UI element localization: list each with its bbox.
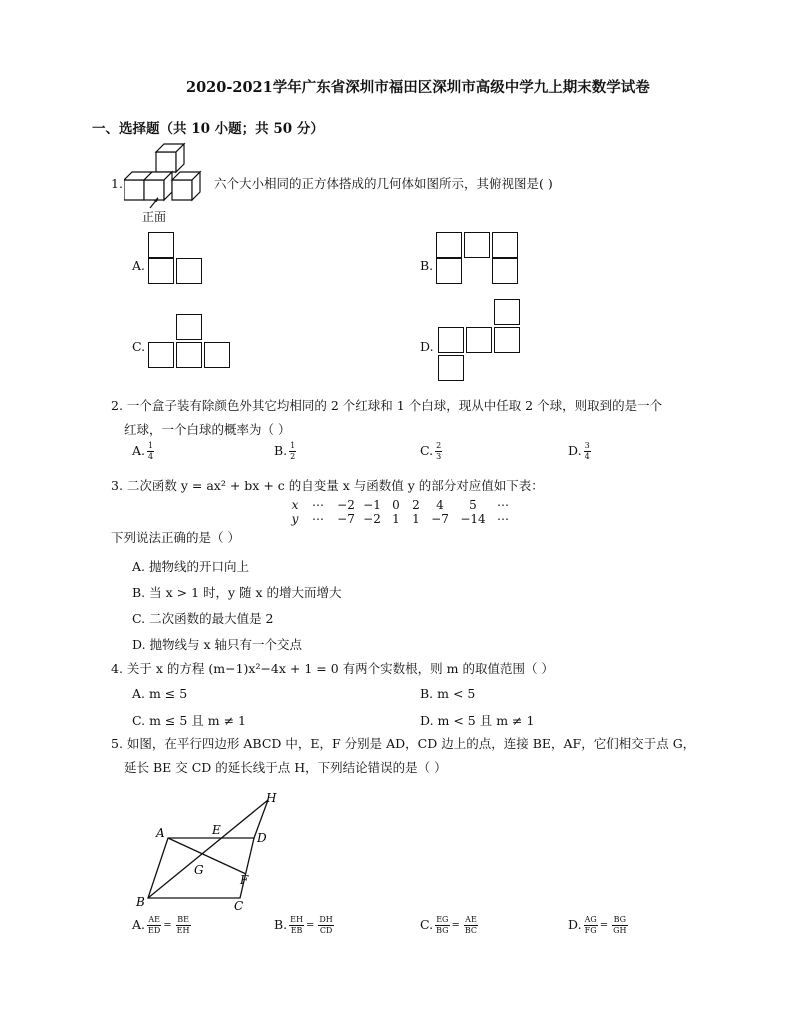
q3-option-a: A. 抛物线的开口向上 — [132, 559, 249, 574]
q1-text: 六个大小相同的正方体搭成的几何体如图所示，其俯视图是( ) — [214, 176, 553, 191]
q3-option-b: B. 当 x > 1 时，y 随 x 的增大而增大 — [132, 585, 342, 600]
q4-text: 4. 关于 x 的方程 (m−1)x²−4x + 1 = 0 有两个实数根，则 m 的取值范围（ ） — [111, 661, 554, 676]
q2-line1: 2. 一个盒子装有除颜色外其它均相同的 2 个红球和 1 个白球，现从中任取 2 个球，则取到的是一个 — [111, 398, 663, 413]
table-x-cell: ⋯ — [312, 498, 324, 512]
label-b: B — [136, 895, 145, 909]
q2-option-b: B. $\frac{1}{2}$ — [274, 441, 296, 461]
table-x-cell: 4 — [436, 498, 444, 512]
label-g: G — [194, 863, 204, 877]
q1-number: 1. — [111, 176, 123, 191]
table-y-cell: ⋯ — [497, 512, 509, 526]
q5-option-b: B. $\frac{EH}{EB}$ = $\frac{DH}{CD}$ — [274, 915, 333, 935]
table-x-cell: −1 — [363, 498, 381, 512]
page-title: 2020-2021学年广东省深圳市福田区深圳市高级中学九上期末数学试卷 — [186, 79, 650, 96]
q2-option-a: A. $\frac{1}{4}$ — [132, 441, 154, 461]
table-x-label: x — [291, 498, 299, 512]
q4-option-c: C. m ≤ 5 且 m ≠ 1 — [132, 713, 246, 728]
q4-option-b: B. m < 5 — [420, 686, 476, 701]
table-x-cell: 2 — [412, 498, 420, 512]
q5-parallelogram-figure — [130, 788, 290, 914]
q1-option-b-label: B. — [420, 258, 434, 273]
table-y-cell: −14 — [460, 512, 486, 526]
label-c: C — [234, 899, 244, 913]
label-a: A — [156, 826, 165, 840]
table-y-cell: 1 — [412, 512, 420, 526]
q5-option-d: D. $\frac{AG}{FG}$ = $\frac{BG}{GH}$ — [568, 915, 627, 935]
q4-option-d: D. m < 5 且 m ≠ 1 — [420, 713, 535, 728]
table-y-cell: 1 — [392, 512, 400, 526]
table-y-cell: −2 — [363, 512, 381, 526]
table-x-cell: 0 — [392, 498, 400, 512]
table-y-label: y — [291, 512, 299, 526]
label-h: H — [266, 791, 277, 805]
q5-option-c: C. $\frac{EG}{BG}$ = $\frac{AE}{BC}$ — [420, 915, 478, 935]
table-y-cell: ⋯ — [312, 512, 324, 526]
q3-line1: 3. 二次函数 y = ax² + bx + c 的自变量 x 与函数值 y 的部分对应值如下表： — [111, 478, 544, 493]
q1-cube-figure — [124, 140, 214, 228]
q3-option-d: D. 抛物线与 x 轴只有一个交点 — [132, 637, 303, 652]
q5-line2: 延长 BE 交 CD 的延长线于点 H，下列结论错误的是（ ） — [124, 760, 447, 775]
q5-line1: 5. 如图，在平行四边形 ABCD 中，E，F 分别是 AD，CD 边上的点，连接 BE，AF，它们相交于点 G， — [111, 736, 696, 751]
q1-option-a-label: A. — [132, 258, 146, 273]
label-f: F — [240, 873, 249, 887]
q4-option-a: A. m ≤ 5 — [132, 686, 188, 701]
q5-option-a: A. $\frac{AE}{ED}$ = $\frac{BE}{EH}$ — [132, 915, 190, 935]
table-x-cell: ⋯ — [497, 498, 509, 512]
q3-option-c: C. 二次函数的最大值是 2 — [132, 611, 274, 626]
table-y-cell: −7 — [431, 512, 449, 526]
q2-option-d: D. $\frac{3}{4}$ — [568, 441, 590, 461]
q1-front-label: 正面 — [142, 210, 167, 224]
table-y-cell: −7 — [337, 512, 355, 526]
section-heading: 一、选择题（共 10 小题；共 50 分） — [92, 121, 324, 137]
label-d: D — [257, 831, 267, 845]
q1-option-d-label: D. — [420, 339, 434, 354]
q2-line2: 红球，一个白球的概率为（ ） — [124, 422, 291, 437]
q2-option-c: C. $\frac{2}{3}$ — [420, 441, 442, 461]
q3-prompt: 下列说法正确的是（ ） — [111, 530, 240, 545]
table-x-cell: 5 — [469, 498, 477, 512]
table-x-cell: −2 — [337, 498, 355, 512]
q1-option-c-label: C. — [132, 339, 146, 354]
label-e: E — [212, 823, 221, 837]
